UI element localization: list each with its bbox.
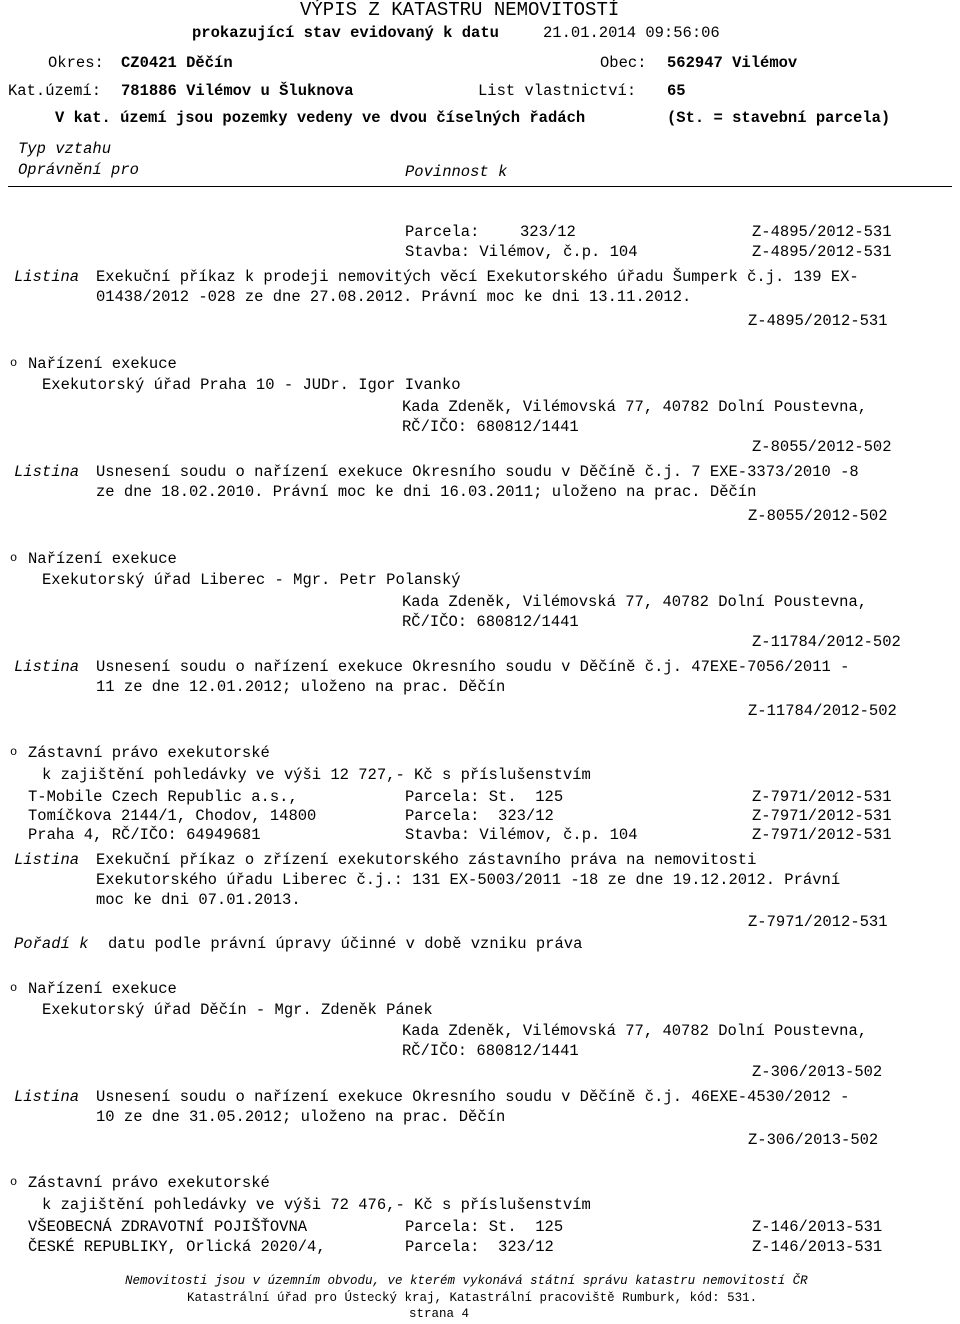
listina-text: Exekutorského úřadu Liberec č.j.: 131 EX-5003/2011 -18 ze dne 19.12.2012. Právní: [96, 871, 841, 889]
katuzemi-label: Kat.území:: [8, 82, 102, 100]
bullet: o: [10, 551, 18, 565]
listina-zapis: Z-7971/2012-531: [748, 913, 888, 931]
katuzemi-value: 781886 Vilémov u Šluknova: [121, 82, 354, 100]
listina-text: 11 ze dne 12.01.2012; uloženo na prac. Děčín: [96, 678, 506, 696]
stavba-value: Stavba: Vilémov, č.p. 104: [405, 243, 638, 261]
listina-zapis: Z-306/2013-502: [748, 1131, 879, 1149]
entry-type: Nařízení exekuce: [28, 980, 177, 998]
listina-label: Listina: [14, 268, 80, 286]
povinnost-zapis: Z-306/2013-502: [752, 1063, 883, 1081]
lv-label: List vlastnictví:: [478, 82, 637, 100]
povinnost-parcela: Parcela: St. 125: [405, 1218, 564, 1236]
listina-text: Usnesení soudu o nařízení exekuce Okresního soudu v Děčíně č.j. 47EXE-7056/2011 -: [96, 658, 850, 676]
bullet: o: [10, 745, 18, 759]
povinnost-parcela: Parcela: St. 125: [405, 788, 564, 806]
col-typ-vztahu: Typ vztahu: [18, 140, 112, 158]
parcela-value: 323/12: [520, 223, 576, 241]
listina-text: 01438/2012 -028 ze dne 27.08.2012. Právní moc ke dni 13.11.2012.: [96, 288, 692, 306]
listina-label: Listina: [14, 463, 80, 481]
entry-type: Zástavní právo exekutorské: [28, 744, 270, 762]
entry-type: Nařízení exekuce: [28, 355, 177, 373]
povinnost-id: RČ/IČO: 680812/1441: [402, 613, 579, 631]
opravneni-address: ČESKÉ REPUBLIKY, Orlická 2020/4,: [28, 1238, 326, 1256]
listina-zapis: Z-4895/2012-531: [748, 312, 888, 330]
povinnost-zapis: Z-7971/2012-531: [752, 788, 892, 806]
povinnost-parcela: Parcela: 323/12: [405, 1238, 554, 1256]
document-subtitle: prokazující stav evidovaný k datu: [192, 24, 499, 42]
numbering-note-legend: (St. = stavební parcela): [667, 109, 891, 127]
listina-label: Listina: [14, 1088, 80, 1106]
listina-zapis: Z-11784/2012-502: [748, 702, 897, 720]
listina-label: Listina: [14, 658, 80, 676]
opravneni-id: Praha 4, RČ/IČO: 64949681: [28, 826, 261, 844]
listina-zapis: Z-8055/2012-502: [748, 507, 888, 525]
povinnost-parcela: Parcela: 323/12: [405, 807, 554, 825]
bullet: o: [10, 981, 18, 995]
bullet: o: [10, 1175, 18, 1189]
povinnost-id: RČ/IČO: 680812/1441: [402, 418, 579, 436]
opravneni-value: Exekutorský úřad Praha 10 - JUDr. Igor Ivanko: [42, 376, 461, 394]
obec-value: 562947 Vilémov: [667, 54, 798, 72]
footer-office: Katastrální úřad pro Ústecký kraj, Katastrální pracoviště Rumburk, kód: 531.: [187, 1291, 758, 1305]
header-divider: [8, 186, 952, 187]
povinnost-value: Kada Zdeněk, Vilémovská 77, 40782 Dolní Poustevna,: [402, 593, 868, 611]
povinnost-zapis: Z-146/2013-531: [752, 1218, 883, 1236]
povinnost-zapis: Z-8055/2012-502: [752, 438, 892, 456]
lv-value: 65: [667, 82, 686, 100]
col-opravneni: Oprávnění pro: [18, 161, 139, 179]
povinnost-zapis: Z-11784/2012-502: [752, 633, 901, 651]
listina-text: moc ke dni 07.01.2013.: [96, 891, 301, 909]
entry-type: Zástavní právo exekutorské: [28, 1174, 270, 1192]
povinnost-zapis: Z-7971/2012-531: [752, 826, 892, 844]
document-title: VÝPIS Z KATASTRU NEMOVITOSTÍ: [300, 0, 620, 21]
povinnost-id: RČ/IČO: 680812/1441: [402, 1042, 579, 1060]
numbering-note: V kat. území jsou pozemky vedeny ve dvou číselných řadách: [55, 109, 586, 127]
poradi-text: datu podle právní úpravy účinné v době vzniku práva: [108, 935, 583, 953]
entry-type: Nařízení exekuce: [28, 550, 177, 568]
parcela-label: Parcela:: [405, 223, 480, 241]
okres-value: CZ0421 Děčín: [121, 54, 233, 72]
stavba-zapis: Z-4895/2012-531: [752, 243, 892, 261]
opravneni-value: T-Mobile Czech Republic a.s.,: [28, 788, 298, 806]
listina-text: Usnesení soudu o nařízení exekuce Okresního soudu v Děčíně č.j. 46EXE-4530/2012 -: [96, 1088, 850, 1106]
col-povinnost: Povinnost k: [405, 163, 508, 181]
footer-note: Nemovitosti jsou v územním obvodu, ve kterém vykonává státní správu katastru nemovitostí ČR: [125, 1274, 808, 1288]
povinnost-zapis: Z-146/2013-531: [752, 1238, 883, 1256]
listina-text: Usnesení soudu o nařízení exekuce Okresního soudu v Děčíně č.j. 7 EXE-3373/2010 -8: [96, 463, 859, 481]
povinnost-value: Kada Zdeněk, Vilémovská 77, 40782 Dolní Poustevna,: [402, 398, 868, 416]
okres-label: Okres:: [48, 54, 104, 72]
opravneni-address: Tomíčkova 2144/1, Chodov, 14800: [28, 807, 317, 825]
document-date: 21.01.2014 09:56:06: [543, 24, 720, 42]
listina-label: Listina: [14, 851, 80, 869]
listina-text: ze dne 18.02.2010. Právní moc ke dni 16.03.2011; uloženo na prac. Děčín: [96, 483, 757, 501]
page-number: strana 4: [409, 1307, 470, 1321]
bullet: o: [10, 356, 18, 370]
opravneni-value: VŠEOBECNÁ ZDRAVOTNÍ POJIŠŤOVNA: [28, 1218, 308, 1236]
povinnost-zapis: Z-7971/2012-531: [752, 807, 892, 825]
poradi-label: Pořadí k: [14, 935, 89, 953]
opravneni-value: Exekutorský úřad Děčín - Mgr. Zdeněk Pánek: [42, 1001, 433, 1019]
povinnost-stavba: Stavba: Vilémov, č.p. 104: [405, 826, 638, 844]
listina-text: 10 ze dne 31.05.2012; uloženo na prac. Děčín: [96, 1108, 506, 1126]
parcela-zapis: Z-4895/2012-531: [752, 223, 892, 241]
claim-text: k zajištění pohledávky ve výši 72 476,- Kč s příslušenstvím: [42, 1196, 591, 1214]
listina-text: Exekuční příkaz k prodeji nemovitých věcí Exekutorského úřadu Šumperk č.j. 139 EX-: [96, 268, 859, 286]
povinnost-value: Kada Zdeněk, Vilémovská 77, 40782 Dolní Poustevna,: [402, 1022, 868, 1040]
obec-label: Obec:: [600, 54, 647, 72]
listina-text: Exekuční příkaz o zřízení exekutorského zástavního práva na nemovitosti: [96, 851, 757, 869]
claim-text: k zajištění pohledávky ve výši 12 727,- Kč s příslušenstvím: [42, 766, 591, 784]
opravneni-value: Exekutorský úřad Liberec - Mgr. Petr Polanský: [42, 571, 461, 589]
